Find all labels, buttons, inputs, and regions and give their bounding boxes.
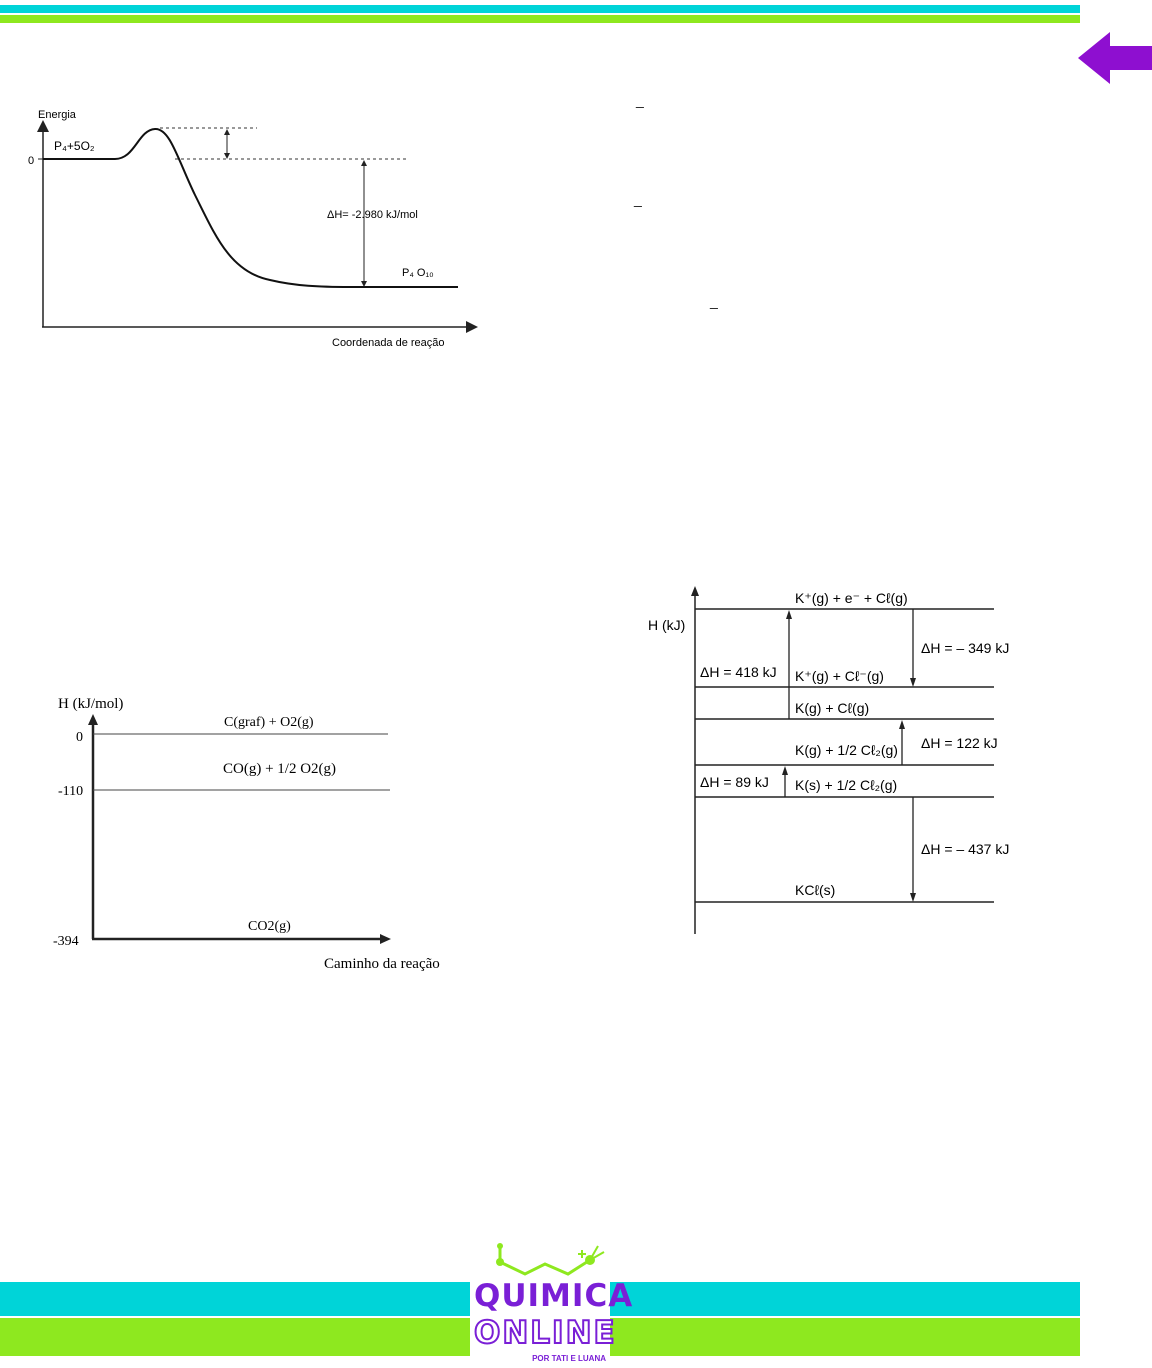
top-stripe-cyan <box>0 5 1080 13</box>
dh-349-label: ΔH = – 349 kJ <box>921 640 1010 656</box>
bh-level-1-label: K⁺(g) + e⁻ + Cℓ(g) <box>795 590 908 606</box>
enthalpy-axis-label: H (kJ/mol) <box>58 696 124 712</box>
top-stripe-lime <box>0 15 1080 23</box>
dh-122-label: ΔH = 122 kJ <box>921 735 998 751</box>
left-arrow-icon[interactable] <box>1078 30 1152 86</box>
dh-label: ΔH= -2.980 kJ/mol <box>327 209 418 221</box>
species-co-half-o2: CO(g) + 1/2 O2(g) <box>223 761 337 777</box>
reactants-label: P₄+5O₂ <box>54 139 95 153</box>
energy-profile-diagram <box>20 100 490 355</box>
molecule-icon <box>470 1240 610 1280</box>
bh-level-3-label: K(g) + Cℓ(g) <box>795 700 870 716</box>
species-co2: CO2(g) <box>248 919 291 934</box>
value-0: 0 <box>76 730 83 745</box>
reaction-coordinate-label: Coordenada de reação <box>332 337 445 349</box>
bh-level-2-label: K⁺(g) + Cℓ⁻(g) <box>795 668 884 684</box>
bh-level-4-label: K(g) + 1/2 Cℓ₂(g) <box>795 742 898 758</box>
species-c-o2: C(graf) + O2(g) <box>224 715 314 730</box>
value-110: -110 <box>58 784 84 799</box>
logo <box>470 1240 634 1368</box>
dh-437-label: ΔH = – 437 kJ <box>921 841 1010 857</box>
born-haber-diagram <box>640 580 1010 940</box>
product-label: P₄ O₁₀ <box>402 267 434 279</box>
logo-tagline: POR TATI E LUANA <box>532 1354 606 1363</box>
energy-curve <box>43 129 458 287</box>
bh-level-6-label: KCℓ(s) <box>795 882 836 898</box>
bar-mark-1: _ <box>636 92 644 108</box>
energy-axis-label: Energia <box>38 109 76 121</box>
zero-label: 0 <box>28 155 35 167</box>
logo-line-1: QUIMICA <box>474 1278 634 1314</box>
logo-line-2: ONLINE <box>474 1315 617 1351</box>
bar-mark-2: _ <box>634 191 642 207</box>
reaction-path-label: Caminho da reação <box>324 956 440 972</box>
dh-418-label: ΔH = 418 kJ <box>700 664 777 680</box>
carbon-enthalpy-diagram <box>48 690 458 975</box>
bh-level-5-label: K(s) + 1/2 Cℓ₂(g) <box>795 777 898 793</box>
dh-89-label: ΔH = 89 kJ <box>700 774 769 790</box>
bh-axis-label: H (kJ) <box>648 617 686 633</box>
bar-mark-3: _ <box>710 293 718 309</box>
value-394: -394 <box>53 934 79 949</box>
